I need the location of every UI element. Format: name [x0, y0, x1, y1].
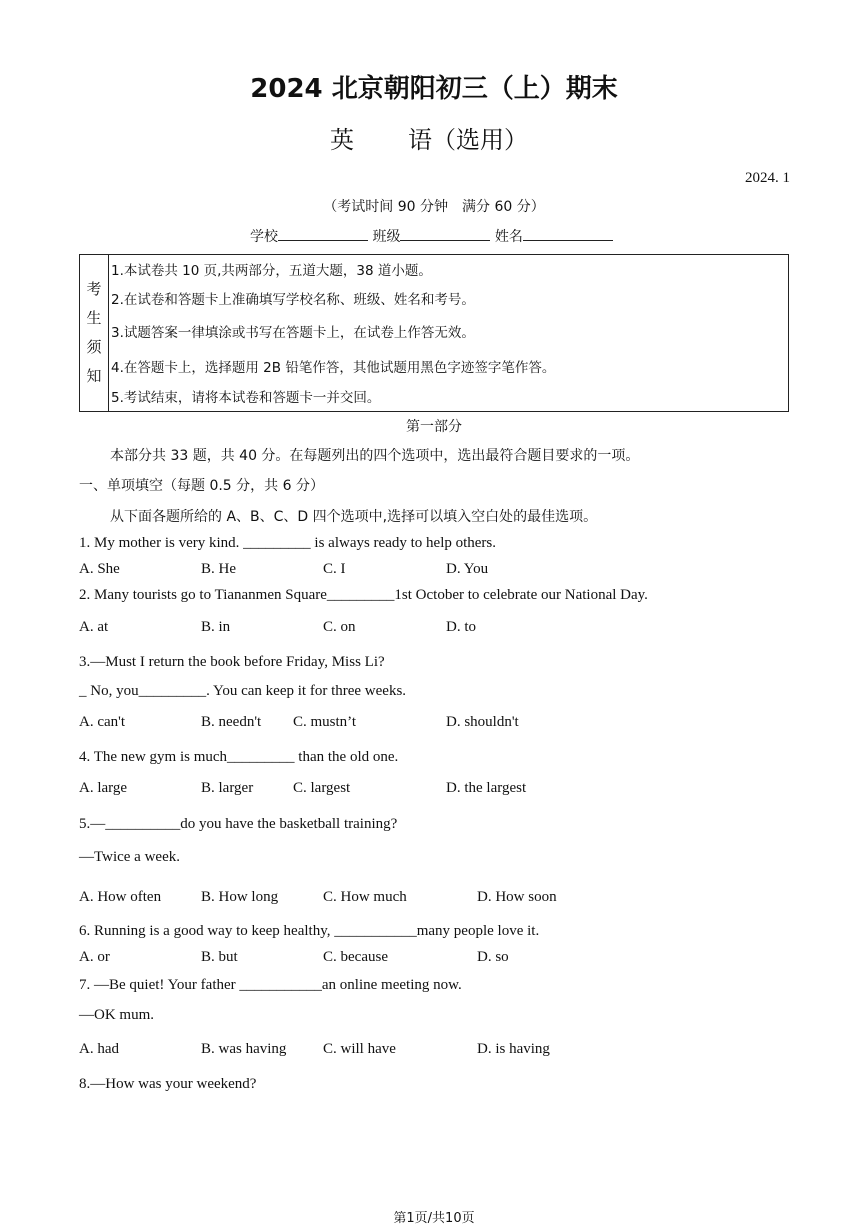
question-1-option-b: B. He: [201, 561, 236, 577]
question-4-option-a: A. large: [79, 780, 128, 796]
question-3-option-c: C. mustn’t: [293, 714, 357, 730]
notice-side-char: 知: [86, 367, 102, 385]
notice-line: 1.本试卷共 10 页,共两部分，五道大题，38 道小题。: [111, 263, 432, 279]
notice-side-char: 考: [86, 280, 102, 298]
notice-line: 2.在试卷和答题卡上准确填写学校名称、班级、姓名和考号。: [111, 292, 475, 308]
question-5-option-a: A. How often: [79, 889, 162, 905]
question-6-option-a: A. or: [79, 949, 110, 965]
section-title: 一、单项填空（每题 0.5 分，共 6 分）: [79, 478, 324, 494]
subject-title-part-a: 英: [330, 126, 354, 154]
question-1-option-d: D. You: [446, 561, 489, 577]
question-5-option-b: B. How long: [201, 889, 279, 905]
exam-duration-info: （考试时间 90 分钟 满分 60 分）: [323, 199, 545, 215]
name-field-blank[interactable]: [523, 226, 613, 241]
question-5-stem: 5.—__________do you have the basketball training?: [79, 816, 398, 832]
question-2-option-b: B. in: [201, 619, 231, 635]
name-field-label: 姓名: [494, 229, 523, 245]
school-field-blank[interactable]: [278, 226, 368, 241]
question-7-stem: 7. —Be quiet! Your father ___________an online meeting now.: [79, 977, 462, 993]
question-4-option-c: C. largest: [293, 780, 351, 796]
notice-side-label: [80, 255, 109, 411]
question-1-stem: 1. My mother is very kind. _________ is always ready to help others.: [79, 535, 497, 551]
question-4-option-b: B. larger: [201, 780, 254, 796]
question-5-reply: —Twice a week.: [79, 849, 180, 865]
part-intro: 本部分共 33 题，共 40 分。在每题列出的四个选项中，选出最符合题目要求的一项。: [110, 448, 640, 464]
question-4-stem: 4. The new gym is much_________ than the old one.: [79, 749, 399, 765]
question-5-option-c: C. How much: [323, 889, 407, 905]
notice-line: 3.试题答案一律填涂或书写在答题卡上，在试卷上作答无效。: [111, 325, 475, 341]
exam-title: 2024 北京朝阳初三（上）期末: [250, 74, 618, 104]
info-fields-row: [250, 226, 613, 246]
notice-line: 4.在答题卡上，选择题用 2B 铅笔作答，其他试题用黑色字迹签字笔作答。: [111, 360, 556, 376]
question-7-option-d: D. is having: [477, 1041, 550, 1057]
question-1-option-a: A. She: [79, 561, 120, 577]
section-instruction: 从下面各题所给的 A、B、C、D 四个选项中,选择可以填入空白处的最佳选项。: [110, 509, 598, 525]
class-field-blank[interactable]: [400, 226, 490, 241]
page-number: 第1页/共10页: [393, 1211, 475, 1226]
question-3-option-b: B. needn't: [201, 714, 262, 730]
notice-side-char: 生: [86, 309, 102, 327]
question-3-option-a: A. can't: [79, 714, 126, 730]
question-2-stem: 2. Many tourists go to Tiananmen Square_________1st October to celebrate our National Day.: [79, 587, 648, 603]
notice-side-char: 须: [86, 338, 102, 356]
part-heading: 第一部分: [406, 419, 462, 435]
question-7-option-b: B. was having: [201, 1041, 287, 1057]
question-5-option-d: D. How soon: [477, 889, 557, 905]
notice-line: 5.考试结束，请将本试卷和答题卡一并交回。: [111, 390, 381, 406]
question-6-option-b: B. but: [201, 949, 238, 965]
question-3-option-d: D. shouldn't: [446, 714, 519, 730]
question-7-reply: —OK mum.: [79, 1007, 154, 1023]
candidate-notice-box: [79, 254, 789, 412]
class-field-label: 班级: [372, 229, 401, 245]
school-field-label: 学校: [250, 229, 278, 245]
question-7-option-c: C. will have: [323, 1041, 396, 1057]
subject-title-part-b: 语（选用）: [408, 126, 528, 154]
question-3-reply: _ No, you_________. You can keep it for three weeks.: [79, 683, 407, 699]
question-2-option-d: D. to: [446, 619, 476, 635]
question-6-option-c: C. because: [323, 949, 388, 965]
question-3-stem: 3.—Must I return the book before Friday, Miss Li?: [79, 654, 385, 670]
question-6-stem: 6. Running is a good way to keep healthy, ___________many people love it.: [79, 923, 540, 939]
exam-date: 2024. 1: [745, 170, 790, 186]
question-2-option-a: A. at: [79, 619, 109, 635]
question-2-option-c: C. on: [323, 619, 356, 635]
question-4-option-d: D. the largest: [446, 780, 527, 796]
question-6-option-d: D. so: [477, 949, 509, 965]
question-1-option-c: C. I: [323, 561, 346, 577]
question-8-stem: 8.—How was your weekend?: [79, 1076, 257, 1092]
question-7-option-a: A. had: [79, 1041, 119, 1057]
